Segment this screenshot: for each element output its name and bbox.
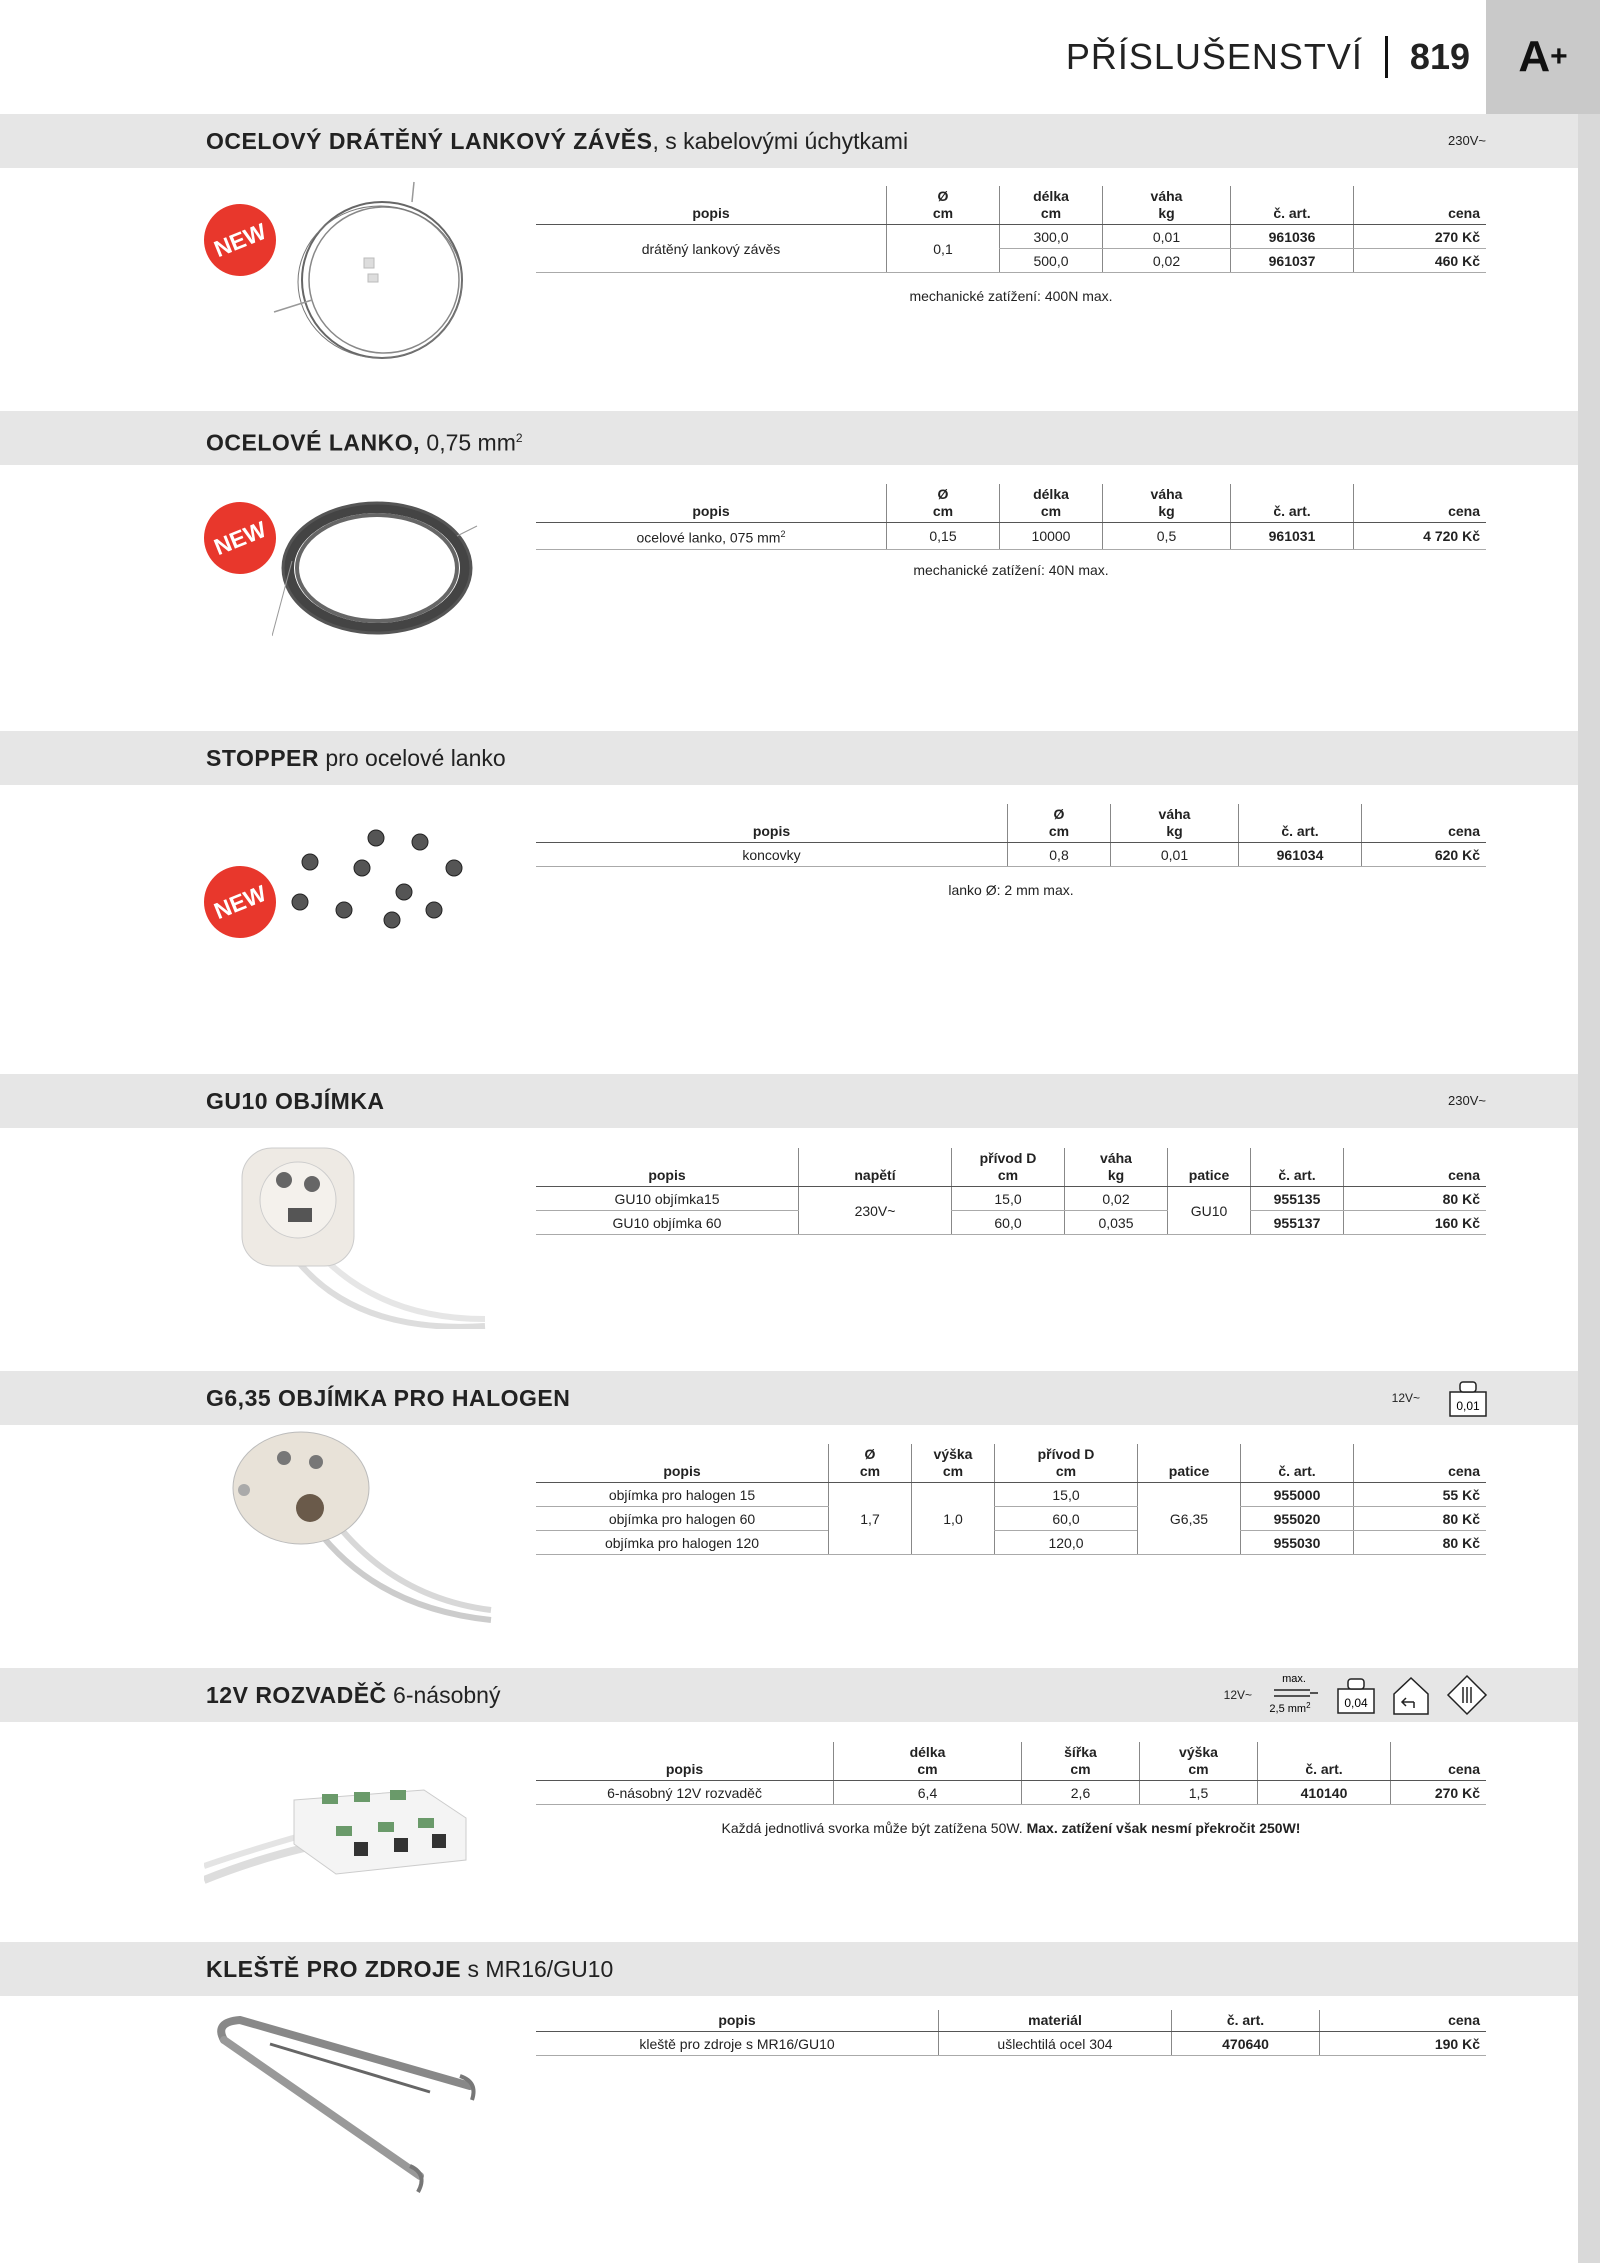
section-heading: OCELOVÝ DRÁTĚNÝ LANKOVÝ ZÁVĚS, s kabelovými úchytkami [206, 128, 909, 154]
page-edge-strip [1578, 0, 1600, 2263]
product-table [536, 804, 1486, 867]
table-header-row [536, 1148, 1486, 1187]
col-napeti: napětí [799, 1148, 952, 1187]
col-vaha: váha kg [1103, 186, 1231, 225]
product-table [536, 484, 1486, 550]
section-heading: KLEŠTĚ PRO ZDROJE s MR16/GU10 [206, 1956, 614, 1982]
col-popis: popis [536, 1444, 829, 1483]
table-row: kleště pro zdroje s MR16/GU10 ušlechtilá ocel 304 470640 190 Kč [536, 2032, 1486, 2056]
spec-icons [1224, 1672, 1488, 1718]
col-art: č. art. [1231, 484, 1354, 523]
table-note: Každá jednotlivá svorka může být zatížena 50W. Max. zatížení však nesmí překročit 250W! [721, 1820, 1301, 1836]
col-cena: cena [1362, 804, 1487, 843]
new-badge: NEW [193, 491, 287, 585]
col-art: č. art. [1172, 2010, 1320, 2032]
wire-suspension-photo [272, 180, 472, 365]
col-privod: přívod D cm [952, 1148, 1065, 1187]
spec-icons [1392, 1375, 1488, 1421]
svg-text:0,04: 0,04 [1344, 1696, 1368, 1710]
table-row: 500,0 0,02 961037 460 Kč [536, 249, 1486, 273]
col-dia: Ø cm [887, 484, 1000, 523]
voltage-label: 230V~ [1448, 1093, 1486, 1108]
col-popis: popis [536, 1742, 834, 1781]
section-band [0, 1942, 1578, 1996]
page-header [1066, 30, 1470, 84]
product-table [536, 1444, 1486, 1555]
indoor-use-icon [1390, 1674, 1432, 1716]
table-row: 6-násobný 12V rozvaděč 6,4 2,6 1,5 410140 270 Kč [536, 1781, 1486, 1805]
col-vaha: váha kg [1103, 484, 1231, 523]
table-header-row [536, 1742, 1486, 1781]
col-cena: cena [1344, 1148, 1487, 1187]
table-header-row [536, 484, 1486, 523]
col-popis: popis [536, 804, 1008, 843]
voltage-label: 12V~ [1391, 1391, 1420, 1405]
col-popis: popis [536, 2010, 939, 2032]
new-badge: NEW [193, 193, 287, 287]
new-badge: NEW [193, 855, 287, 949]
col-sirka: šířka cm [1022, 1742, 1140, 1781]
table-row: koncovky 0,8 0,01 961034 620 Kč [536, 843, 1486, 867]
chapter-tab-sup: + [1550, 40, 1568, 73]
col-delka: délka cm [1000, 186, 1103, 225]
col-popis: popis [536, 186, 887, 225]
table-row: objímka pro halogen 15 1,7 1,0 15,0 G6,35 955000 55 Kč [536, 1483, 1486, 1507]
svg-text:0,01: 0,01 [1456, 1399, 1480, 1413]
table-note: mechanické zatížení: 400N max. [909, 288, 1113, 304]
table-row: objímka pro halogen 60 60,0 955020 80 Kč [536, 1507, 1486, 1531]
svg-text:max.: max. [1282, 1673, 1306, 1685]
product-table [536, 2010, 1486, 2056]
table-row: objímka pro halogen 120 120,0 955030 80 Kč [536, 1531, 1486, 1555]
col-delka: délka cm [834, 1742, 1022, 1781]
protection-class-icon [1446, 1674, 1488, 1716]
table-header-row [536, 2010, 1486, 2032]
col-cena: cena [1391, 1742, 1487, 1781]
col-cena: cena [1320, 2010, 1487, 2032]
section-band [0, 731, 1578, 785]
chapter-tab-label: A [1518, 32, 1551, 81]
section-title: PŘÍSLUŠENSTVÍ [1065, 36, 1363, 77]
col-cena: cena [1354, 186, 1487, 225]
col-cena: cena [1354, 484, 1487, 523]
table-note: lanko Ø: 2 mm max. [948, 882, 1074, 898]
section-heading: GU10 OBJÍMKA [206, 1088, 385, 1114]
col-popis: popis [536, 484, 887, 523]
steel-cable-photo [272, 496, 482, 646]
col-dia: Ø cm [887, 186, 1000, 225]
col-dia: Ø cm [1008, 804, 1111, 843]
pliers-photo [210, 2016, 490, 2196]
table-header-row [536, 1444, 1486, 1483]
table-note: mechanické zatížení: 40N max. [913, 562, 1109, 578]
section-heading: STOPPER pro ocelové lanko [206, 745, 506, 771]
stopper-photo [280, 820, 480, 930]
header-separator [1385, 36, 1388, 78]
chapter-tab [1486, 0, 1600, 114]
product-table [536, 1148, 1486, 1235]
svg-text:2,5 mm2: 2,5 $mm^2$ [1269, 1701, 1311, 1715]
table-row: GU10 objímka15 230V~ 15,0 0,02 GU10 955135 80 Kč [536, 1187, 1486, 1211]
section-band [0, 411, 1578, 465]
table-header-row [536, 804, 1486, 843]
col-vyska: výška cm [1140, 1742, 1258, 1781]
section-heading: G6,35 OBJÍMKA PRO HALOGEN [206, 1385, 571, 1411]
gu10-socket-photo [240, 1144, 490, 1329]
cable-section-icon [1266, 1672, 1322, 1718]
weight-icon [1336, 1675, 1376, 1715]
product-table [536, 1742, 1486, 1805]
weight-icon [1448, 1378, 1488, 1418]
section-heading: 12V ROZVADĚČ 6-násobný [206, 1682, 501, 1708]
table-row: drátěný lankový závěs 0,1 300,0 0,01 961036 270 Kč [536, 225, 1486, 249]
voltage-label: 230V~ [1448, 133, 1486, 148]
col-material: materiál [939, 2010, 1172, 2032]
col-patice: patice [1168, 1148, 1251, 1187]
col-vaha: váha kg [1111, 804, 1239, 843]
section-band [0, 114, 1578, 168]
col-vyska: výška cm [912, 1444, 995, 1483]
section-band [0, 1074, 1578, 1128]
col-art: č. art. [1258, 1742, 1391, 1781]
g635-socket-photo [226, 1428, 496, 1624]
col-cena: cena [1354, 1444, 1487, 1483]
table-row: GU10 objímka 60 60,0 0,035 955137 160 Kč [536, 1211, 1486, 1235]
table-header-row [536, 186, 1486, 225]
col-art: č. art. [1239, 804, 1362, 843]
page-number: 819 [1409, 36, 1470, 77]
section-band [0, 1668, 1578, 1722]
col-vaha: váha kg [1065, 1148, 1168, 1187]
distributor-photo [204, 1770, 474, 1890]
table-row: ocelové lanko, 075 $mm^2$ 0,15 10000 0,5 961031 4 720 Kč [536, 523, 1486, 550]
col-art: č. art. [1241, 1444, 1354, 1483]
product-table [536, 186, 1486, 273]
col-popis: popis [536, 1148, 799, 1187]
col-patice: patice [1138, 1444, 1241, 1483]
col-privod: přívod D cm [995, 1444, 1138, 1483]
col-delka: délka cm [1000, 484, 1103, 523]
col-dia: Ø cm [829, 1444, 912, 1483]
section-heading: OCELOVÉ LANKO, 0,75 $mm^2$ [206, 429, 523, 456]
voltage-label: 12V~ [1223, 1688, 1252, 1702]
col-art: č. art. [1251, 1148, 1344, 1187]
section-band [0, 1371, 1578, 1425]
col-art: č. art. [1231, 186, 1354, 225]
